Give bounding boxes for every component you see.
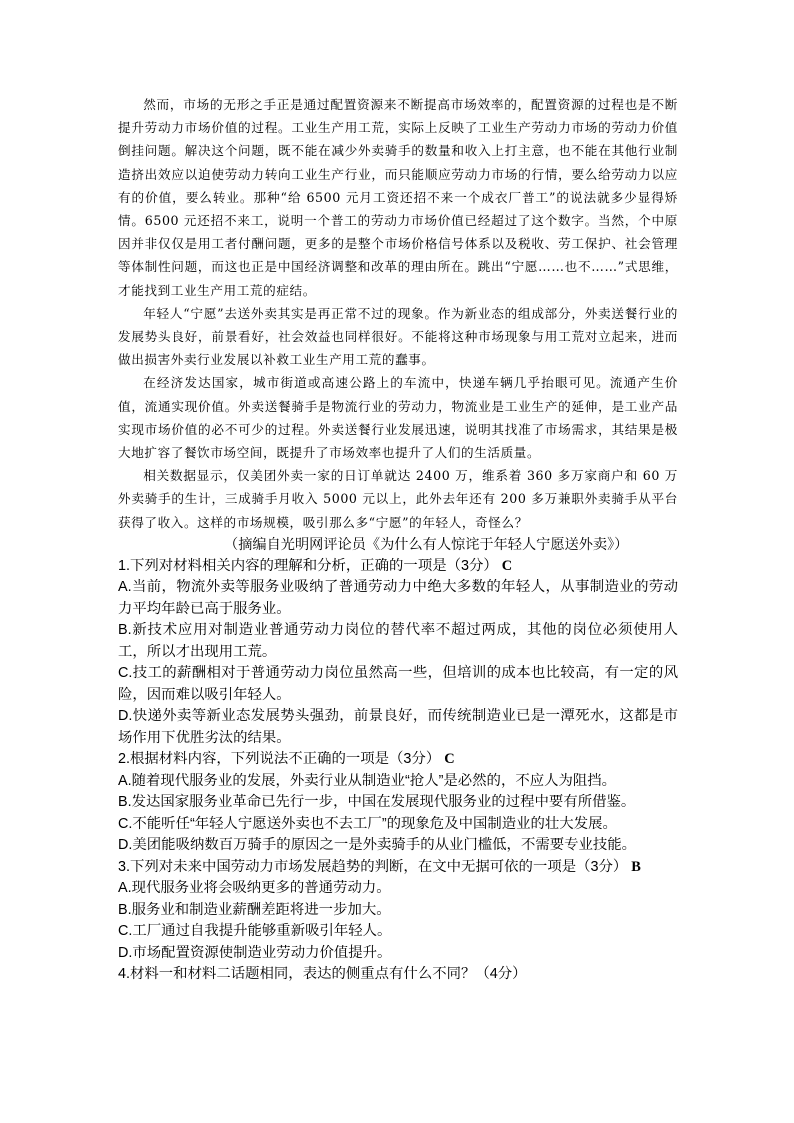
- passage-paragraph: 然而，市场的无形之手正是通过配置资源来不断提高市场效率的，配置资源的过程也是不断提升劳动力市场价值的过程。工业生产用工荒，实际上反映了工业生产劳动力市场的劳动力价值倒挂问题。解决这个问题，既不能在减少外卖骑手的数量和收入上打主意，也不能在其他行业制造挤出效应以迫使劳动力转向工业生产行业，而只能顺应劳动力市场的行情，要么给劳动力以应有的价值，要么转业。那种“给 6500 元月工资还招不来一个成衣厂普工”的说法就多少显得矫情。6500 元还招不来工，说明一个普工的劳动力市场价值已经超过了这个数字。当然，个中原因并非仅仅是用工者付酬问题，更多的是整个市场价格信号体系以及税收、劳工保护、社会管理等体制性问题，而这也正是中国经济调整和改革的理由所在。跳出“宁愿……也不……”式思维，才能找到工业生产用工荒的症结。: [118, 97, 678, 298]
- question-4: [118, 964, 678, 986]
- option-d: D.市场配置资源使制造业劳动力价值提升。: [118, 944, 392, 961]
- passage: [118, 93, 678, 556]
- option-d: D.快递外卖等新业态发展势头强劲，前景良好，而传统制造业已是一潭死水，这都是市场作用下优胜劣汰的结果。: [118, 708, 678, 746]
- answer-key: C: [444, 751, 455, 768]
- question-2: [118, 749, 678, 857]
- option-c: C.工厂通过自我提升能够重新吸引年轻人。: [118, 923, 392, 940]
- option-b: B.服务业和制造业薪酬差距将进一步加大。: [118, 901, 391, 918]
- passage-source: （摘编自光明网评论员《为什么有人惊诧于年轻人宁愿送外卖》）: [224, 536, 629, 553]
- option-c: C.不能听任“年轻人宁愿送外卖也不去工厂”的现象危及中国制造业的壮大发展。: [118, 815, 617, 832]
- question-stem: 3.下列对未来中国劳动力市场发展趋势的判断，在文中无据可依的一项是（3分） B: [118, 858, 641, 875]
- passage-paragraph: 相关数据显示，仅美团外卖一家的日订单就达 2400 万，维系着 360 多万家商户和 60 万外卖骑手的生计，三成骑手月收入 5000 元以上，此外去年还有 200 多万兼职外卖骑手从平台获得了收入。这样的市场规模，吸引那么多“宁愿”的年轻人，奇怪么？: [118, 468, 678, 530]
- question-stem: 4.材料一和材料二话题相同，表达的侧重点有什么不同？（4分）: [118, 966, 527, 983]
- exam-page: [118, 93, 678, 986]
- question-stem: 1.下列对材料相关内容的理解和分析，正确的一项是（3分） C: [118, 557, 513, 574]
- option-a: A.当前，物流外卖等服务业吸纳了普通劳动力中绝大多数的年轻人，从事制造业的劳动力平均年龄已高于服务业。: [118, 579, 678, 617]
- option-a: A.随着现代服务业的发展，外卖行业从制造业“抢人”是必然的，不应人为阻挡。: [118, 772, 617, 789]
- option-b: B.发达国家服务业革命已先行一步，中国在发展现代服务业的过程中要有所借鉴。: [118, 794, 636, 811]
- option-d: D.美团能吸纳数百万骑手的原因之一是外卖骑手的从业门槛低，不需要专业技能。: [118, 837, 637, 854]
- option-c: C.技工的薪酬相对于普通劳动力岗位虽然高一些，但培训的成本也比较高，有一定的风险，因而难以吸引年轻人。: [118, 665, 678, 703]
- option-b: B.新技术应用对制造业普通劳动力岗位的替代率不超过两成，其他的岗位必须使用人工，所以才出现用工荒。: [118, 622, 678, 660]
- answer-key: C: [501, 557, 513, 574]
- passage-paragraph: 在经济发达国家，城市街道或高速公路上的车流中，快递车辆几乎抬眼可见。流通产生价值，流通实现价值。外卖送餐骑手是物流行业的劳动力，物流业是工业生产的延伸，是工业产品实现市场价值的必不可少的过程。外卖送餐行业发展迅速，说明其找准了市场需求，其结果是极大地扩容了餐饮市场空间，既提升了市场效率也提升了人们的生活质量。: [118, 375, 678, 461]
- passage-paragraph: 年轻人“宁愿”去送外卖其实是再正常不过的现象。作为新业态的组成部分，外卖送餐行业的发展势头良好，前景看好，社会效益也同样很好。不能将这种市场现象与用工荒对立起来，进而做出损害外卖行业发展以补救工业生产用工荒的蠢事。: [118, 305, 678, 368]
- answer-key: B: [631, 858, 641, 875]
- question-3: [118, 857, 678, 965]
- question-stem: 2.根据材料内容，下列说法不正确的一项是（3分） C: [118, 751, 455, 768]
- option-a: A.现代服务业将会吸纳更多的普通劳动力。: [118, 880, 391, 897]
- question-1: [118, 556, 678, 750]
